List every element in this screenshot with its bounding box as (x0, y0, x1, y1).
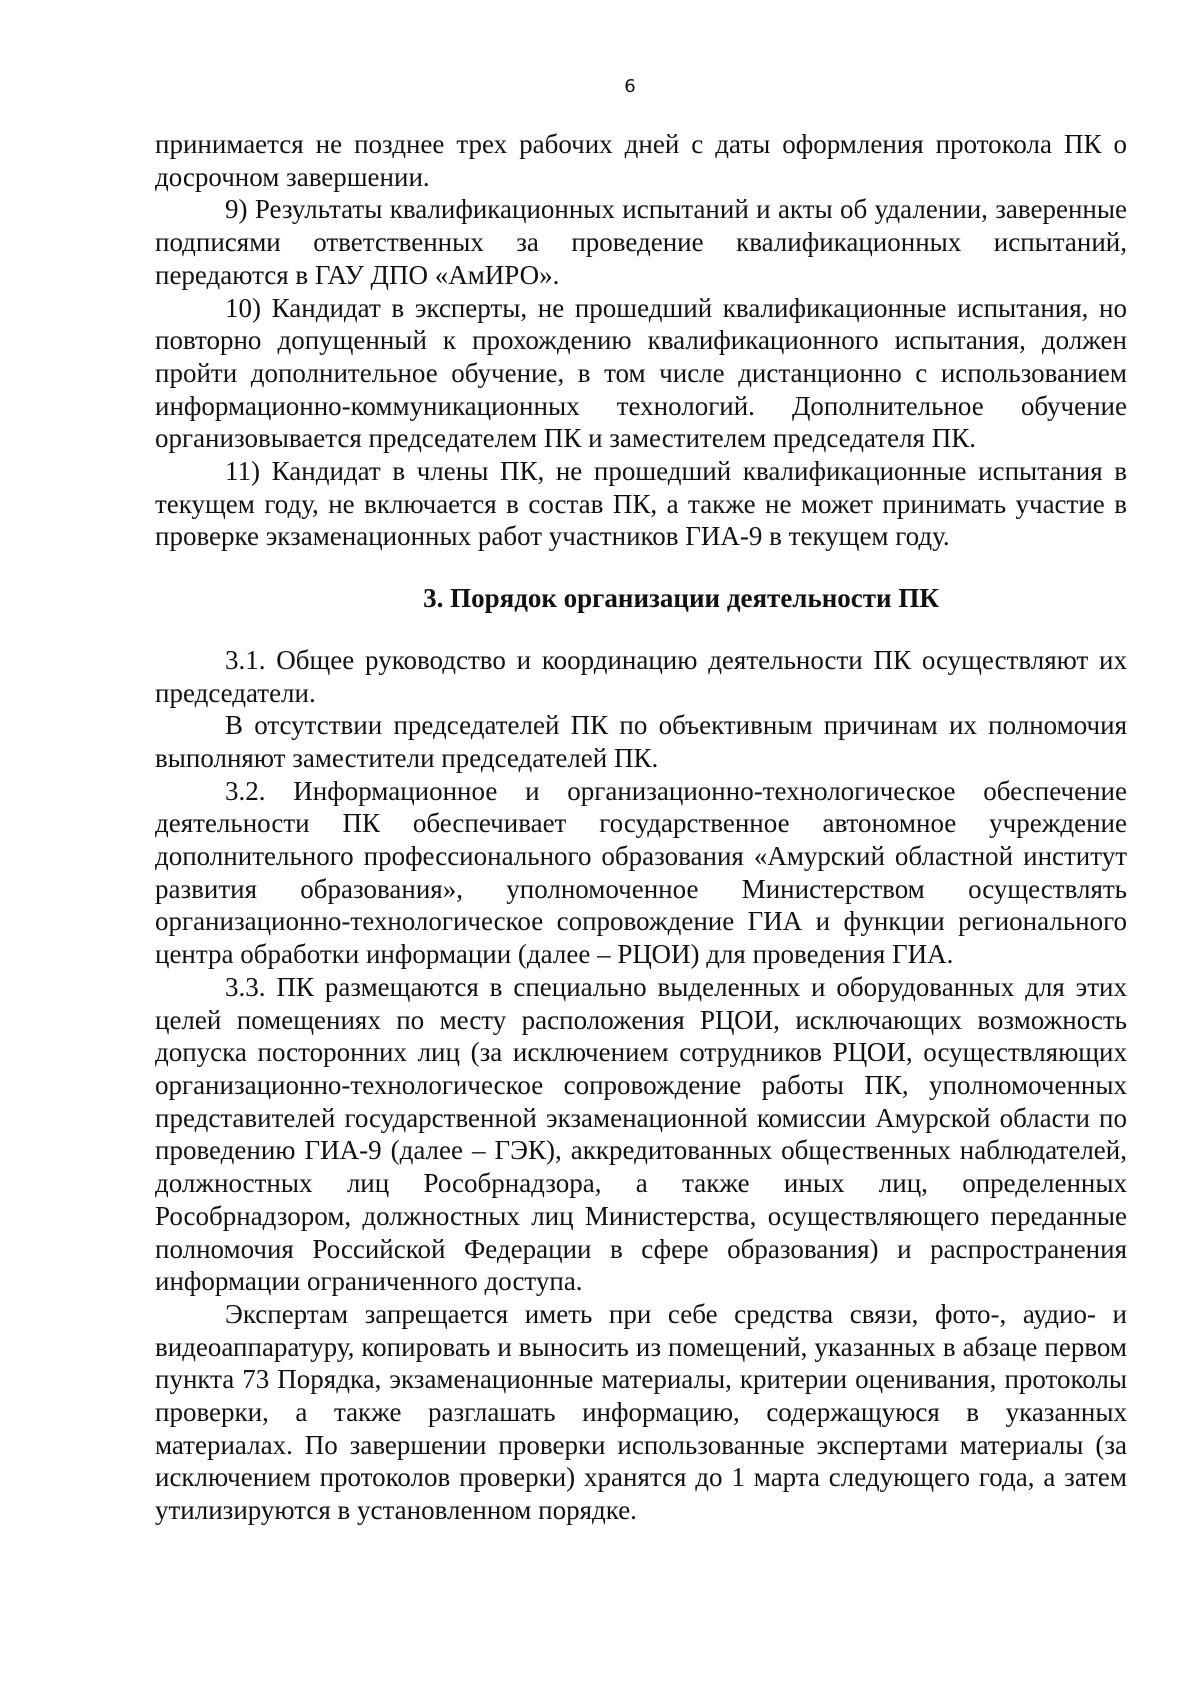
document-body (155, 128, 1127, 1527)
paragraph-3-1: 3.1. Общее руководство и координацию деятельности ПК осуществляют их председатели. (155, 644, 1127, 708)
paragraph-item-9: 9) Результаты квалификационных испытаний и акты об удалении, заверенные подписями ответственных за проведение квалификационных испытаний, передаются в ГАУ ДПО «АмИРО». (155, 194, 1127, 290)
paragraph-3-3-experts: Экспертам запрещается иметь при себе средства связи, фото-, аудио- и видеоаппаратуру, копировать и выносить из помещений, указанных в абзаце первом пункта 73 Порядка, экзаменационные материалы, критерии оценивания, протоколы проверки, а также разглашать информацию, содержащуюся в указанных материалах. По завершении проверки использованные экспертами материалы (за исключением протоколов проверки) хранятся до 1 марта следующего года, а затем утилизируются в установленном порядке. (155, 1298, 1127, 1526)
paragraph-continuation: принимается не позднее трех рабочих дней с даты оформления протокола ПК о досрочном завершении. (155, 129, 1127, 192)
paragraph-3-3: 3.3. ПК размещаются в специально выделенных и оборудованных для этих целей помещениях по месту расположения РЦОИ, исключающих возможность допуска посторонних лиц (за исключением сотрудников РЦОИ, осуществляющих организационно-технологическое сопровождение работы ПК, уполномоченных представителей государственной экзаменационной комиссии Амурской области по проведению ГИА-9 (далее – ГЭК), аккредитованных общественных наблюдателей, должностных лиц Рособрнадзора, а также иных лиц, определенных Рособрнадзором, должностных лиц Министерства, осуществляющего переданные полномочия Российской Федерации в сфере образования) и распространения информации ограниченного доступа. (155, 971, 1127, 1297)
page-number: 6 (624, 76, 636, 97)
paragraph-3-2: 3.2. Информационное и организационно-технологическое обеспечение деятельности ПК обеспечивает государственное автономное учреждение дополнительного профессионального образования «Амурский областной институт развития образования», уполномоченное Министерством осуществлять организационно-технологическое сопровождение ГИА и функции регионального центра обработки информации (далее – РЦОИ) для проведения ГИА. (155, 775, 1127, 970)
paragraph-3-1-absence: В отсутствии председателей ПК по объективным причинам их полномочия выполняют заместители председателей ПК. (155, 710, 1127, 773)
section-heading: 3. Порядок организации деятельности ПК (423, 583, 939, 614)
paragraph-item-10: 10) Кандидат в эксперты, не прошедший квалификационные испытания, но повторно допущенный к прохождению квалификационного испытания, должен пройти дополнительное обучение, в том числе дистанционно с использованием информационно-коммуникационных технологий. Дополнительное обучение организовывается председателем ПК и заместителем председателя ПК. (155, 292, 1127, 454)
paragraph-item-11: 11) Кандидат в члены ПК, не прошедший квалификационные испытания в текущем году, не включается в состав ПК, а также не может принимать участие в проверке экзаменационных работ участников ГИА-9 в текущем году. (155, 456, 1127, 552)
